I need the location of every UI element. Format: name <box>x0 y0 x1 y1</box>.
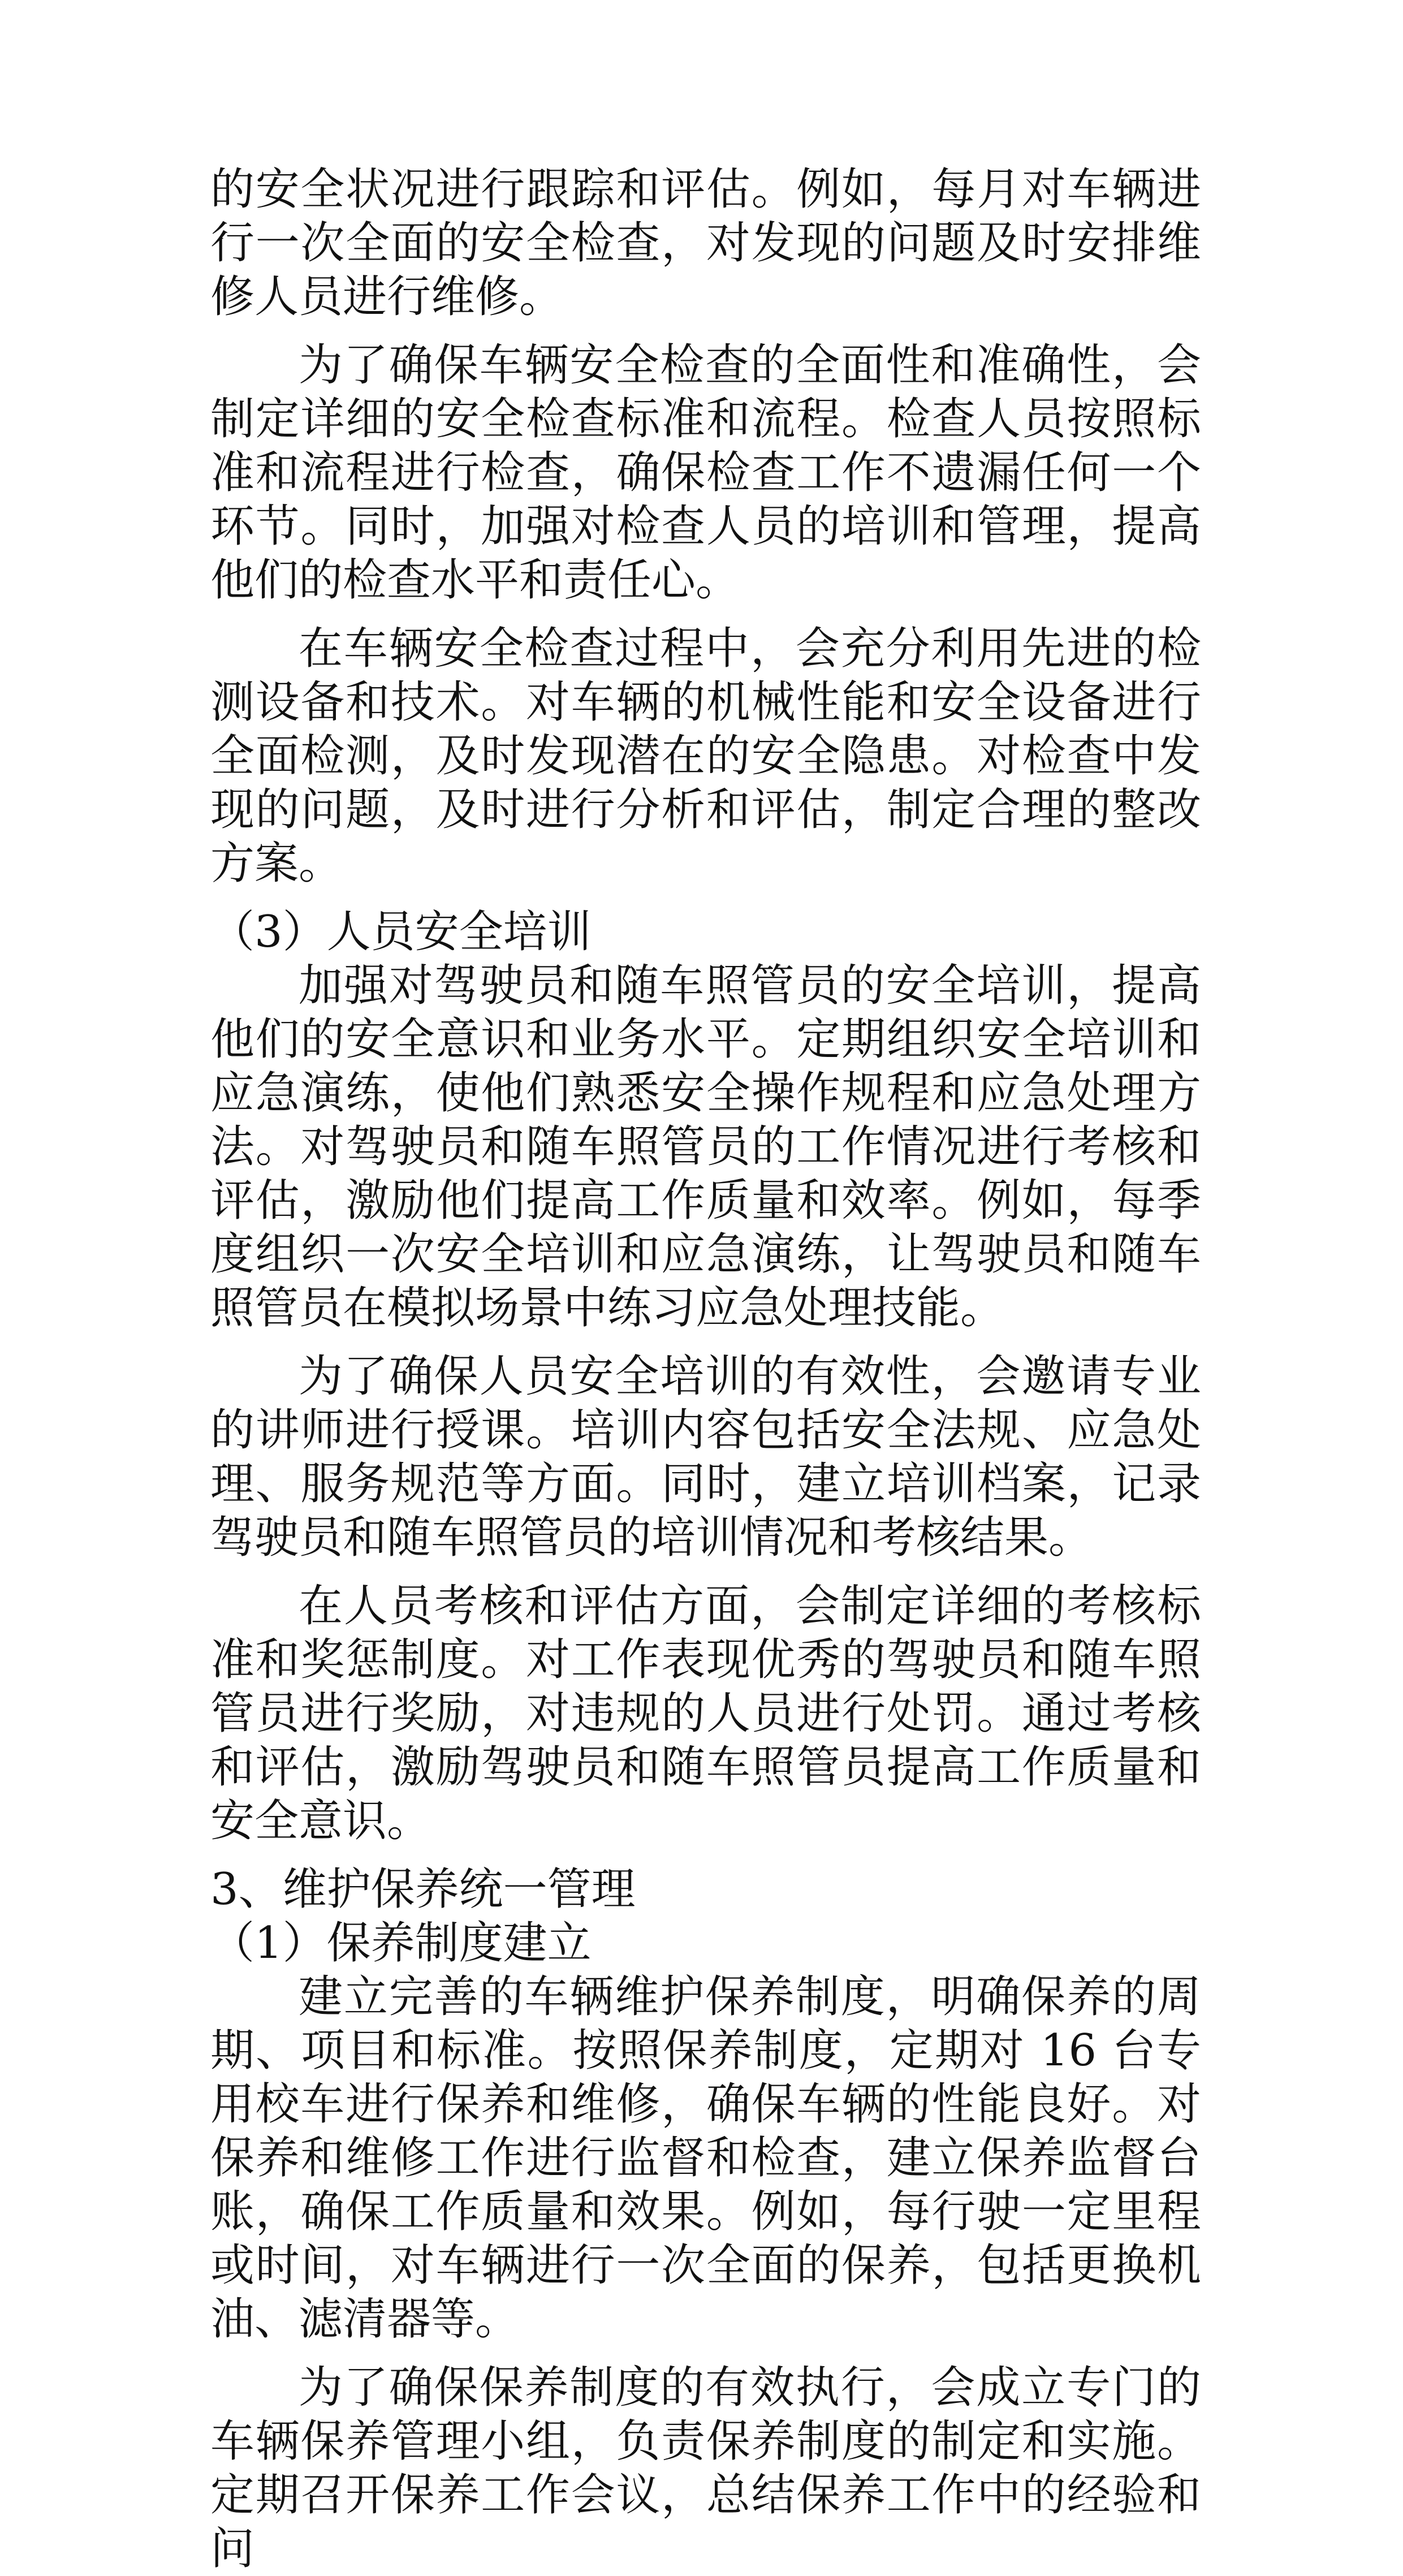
paragraph-inspection-standards: 为了确保车辆安全检查的全面性和准确性，会制定详细的安全检查标准和流程。检查人员按照标准和流程进行检查，确保检查工作不遗漏任何一个环节。同时，加强对检查人员的培训和管理，提高他们的检查水平和责任心。 <box>210 340 1201 606</box>
section-heading-staff-training: （3）人员安全培训 <box>210 907 592 957</box>
section-heading-maintenance: 3、维护保养统一管理 <box>210 1864 636 1915</box>
paragraph-training-effectiveness: 为了确保人员安全培训的有效性，会邀请专业的讲师进行授课。培训内容包括安全法规、应急处理、服务规范等方面。同时，建立培训档案，记录驾驶员和随车照管员的培训情况和考核结果。 <box>210 1351 1201 1563</box>
paragraph-maintenance-system: 建立完善的车辆维护保养制度，明确保养的周期、项目和标准。按照保养制度，定期对 16 台专用校车进行保养和维修，确保车辆的性能良好。对保养和维修工作进行监督和检查，建立保养监督台账，确保工作质量和效果。例如，每行驶一定里程或时间，对车辆进行一次全面的保养，包括更换机油、滤清器等。 <box>210 1971 1201 2345</box>
paragraph-staff-assessment: 在人员考核和评估方面，会制定详细的考核标准和奖惩制度。对工作表现优秀的驾驶员和随车照管员进行奖励，对违规的人员进行处罚。通过考核和评估，激励驾驶员和随车照管员提高工作质量和安全意识。 <box>210 1581 1201 1846</box>
subsection-heading-maintenance-system: （1）保养制度建立 <box>210 1918 592 1969</box>
paragraph-continuation: 的安全状况进行跟踪和评估。例如，每月对车辆进行一次全面的安全检查，对发现的问题及时安排维修人员进行维修。 <box>210 164 1201 322</box>
paragraph-inspection-equipment: 在车辆安全检查过程中，会充分利用先进的检测设备和技术。对车辆的机械性能和安全设备进行全面检测，及时发现潜在的安全隐患。对检查中发现的问题，及时进行分析和评估，制定合理的整改方案。 <box>210 623 1201 889</box>
paragraph-staff-training: 加强对驾驶员和随车照管员的安全培训，提高他们的安全意识和业务水平。定期组织安全培训和应急演练，使他们熟悉安全操作规程和应急处理方法。对驾驶员和随车照管员的工作情况进行考核和评估，激励他们提高工作质量和效率。例如，每季度组织一次安全培训和应急演练，让驾驶员和随车照管员在模拟场景中练习应急处理技能。 <box>210 960 1201 1334</box>
paragraph-maintenance-execution: 为了确保保养制度的有效执行，会成立专门的车辆保养管理小组，负责保养制度的制定和实施。定期召开保养工作会议，总结保养工作中的经验和问 <box>210 2362 1201 2574</box>
document-page <box>210 163 1201 2576</box>
